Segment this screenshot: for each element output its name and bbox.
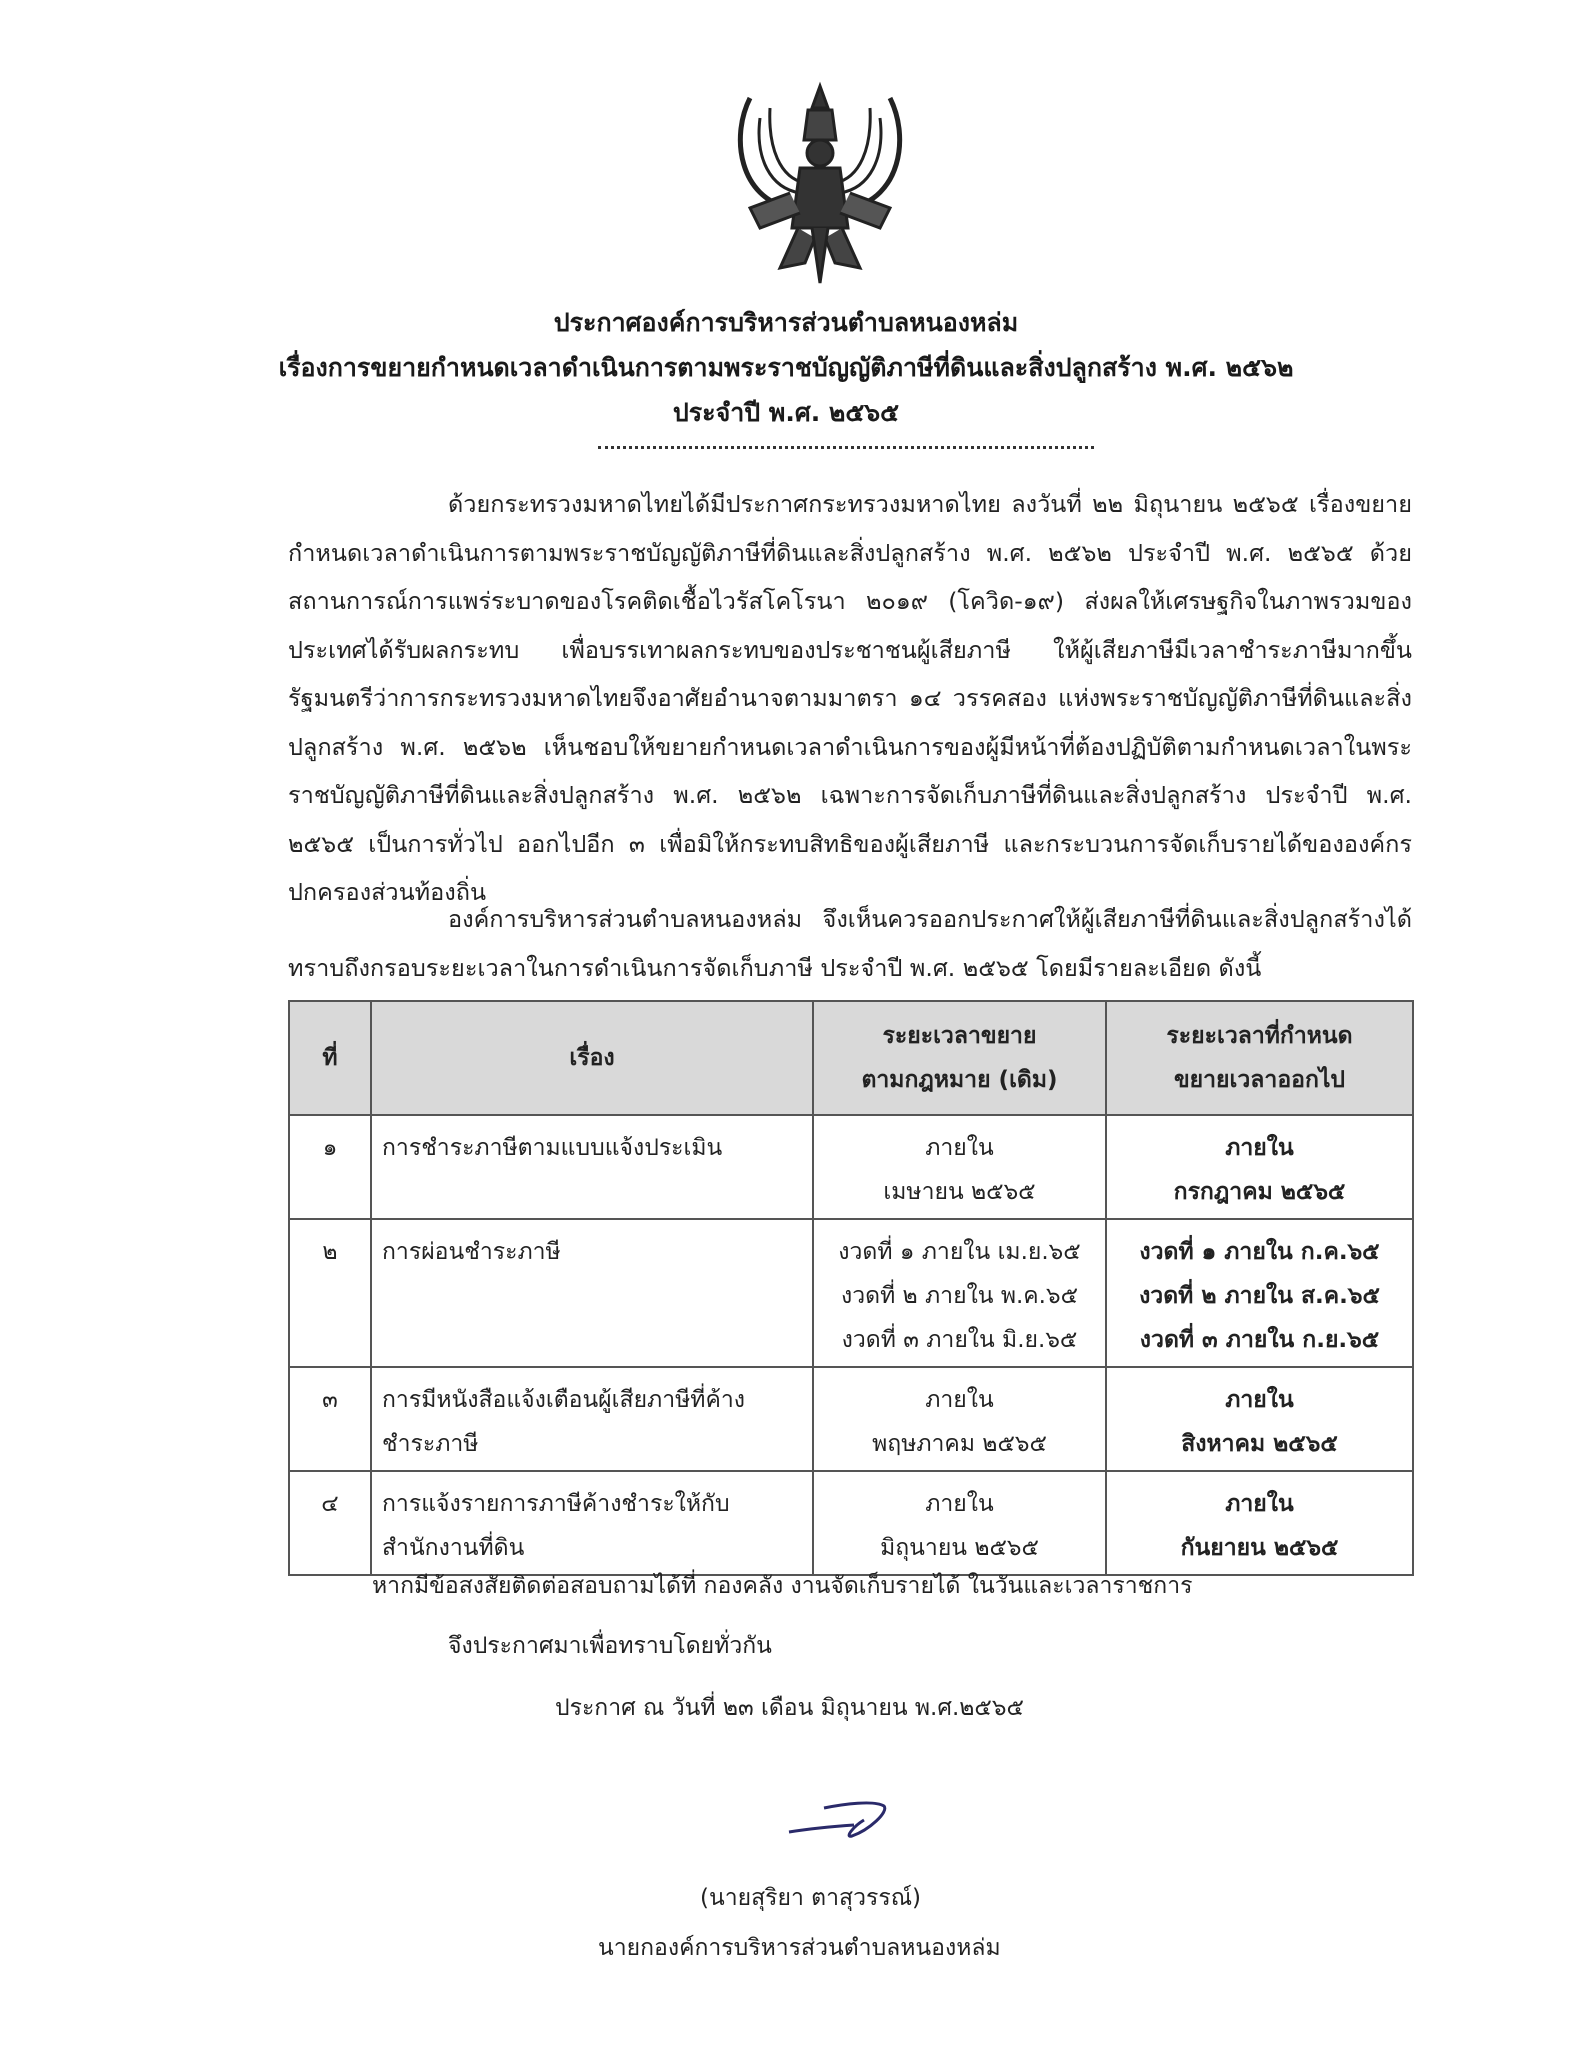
paragraph-1-text: ด้วยกระทรวงมหาดไทยได้มีประกาศกระทรวงมหาดไทย ลงวันที่ ๒๒ มิถุนายน ๒๕๖๕ เรื่องขยายกำหนดเวลาดำเนินการตามพระราชบัญญัติภาษีที่ดินและสิ่งปลูกสร้าง พ.ศ. ๒๕๖๒ ประจำปี พ.ศ. ๒๕๖๕ ด้วยสถานการณ์การแพร่ระบาดของโรคติดเชื้อไวรัสโคโรนา ๒๐๑๙ (โควิด-๑๙) ส่งผลให้เศรษฐกิจในภาพรวมของประเทศได้รับผลกระทบ เพื่อบรรเทาผลกระทบของประชาชนผู้เสียภาษี ให้ผู้เสียภาษีมีเวลาชำระภาษีมากขึ้น รัฐมนตรีว่าการกระทรวงมหาดไทยจึงอาศัยอำนาจตามมาตรา ๑๔ วรรคสอง แห่งพระราชบัญญัติภาษีที่ดินและสิ่งปลูกสร้าง พ.ศ. ๒๕๖๒ เห็นชอบให้ขยายกำหนดเวลาดำเนินการของผู้มีหน้าที่ต้องปฏิบัติตามกำหนดเวลาในพระราชบัญญัติภาษีที่ดินและสิ่งปลูกสร้าง พ.ศ. ๒๕๖๒ เฉพาะการจัดเก็บภาษีที่ดินและสิ่งปลูกสร้าง ประจำปี พ.ศ. ๒๕๖๕ เป็นการทั่วไป ออกไปอีก ๓ เพื่อมิให้กระทบสิทธิของผู้เสียภาษี และกระบวนการจัดเก็บรายได้ขององค์กรปกครองส่วนท้องถิ่น [288, 490, 1412, 906]
row-subject: การมีหนังสือแจ้งเตือนผู้เสียภาษีที่ค้าง ชำระภาษี [371, 1367, 813, 1471]
row-original: ภายใน เมษายน ๒๕๖๕ [813, 1115, 1106, 1219]
body-paragraph-2 [288, 895, 1412, 992]
table-row [289, 1115, 1413, 1219]
row-extended: ภายใน กรกฎาคม ๒๕๖๕ [1106, 1115, 1413, 1219]
row-no: ๔ [289, 1471, 371, 1575]
table-row [289, 1471, 1413, 1575]
signature-icon [784, 1790, 904, 1850]
row-subject: การแจ้งรายการภาษีค้างชำระให้กับ สำนักงานที่ดิน [371, 1471, 813, 1575]
row-original: ภายใน พฤษภาคม ๒๕๖๕ [813, 1367, 1106, 1471]
garuda-emblem-icon [720, 78, 920, 293]
announcement-year: ประจำปี พ.ศ. ๒๕๖๕ [672, 398, 900, 427]
announcement-title: ประกาศองค์การบริหารส่วนตำบลหนองหล่ม [553, 308, 1019, 337]
paragraph-2-text: องค์การบริหารส่วนตำบลหนองหล่ม จึงเห็นควรออกประกาศให้ผู้เสียภาษีที่ดินและสิ่งปลูกสร้างได้ทราบถึงกรอบระยะเวลาในการดำเนินการจัดเก็บภาษี ประจำปี พ.ศ. ๒๕๖๕ โดยมีรายละเอียด ดังนี้ [288, 905, 1412, 982]
announce-text: จึงประกาศมาเพื่อทราบโดยทั่วกัน [448, 1633, 772, 1659]
row-original: ภายใน มิถุนายน ๒๕๖๕ [813, 1471, 1106, 1575]
row-no: ๒ [289, 1219, 371, 1367]
header-extended-period: ระยะเวลาที่กำหนด ขยายเวลาออกไป [1106, 1001, 1413, 1115]
signer-name: (นายสุริยา ตาสุวรรณ์) [700, 1885, 922, 1911]
dotted-divider [598, 446, 1094, 449]
body-paragraph-1 [288, 480, 1412, 917]
row-no: ๑ [289, 1115, 371, 1219]
schedule-table [288, 1000, 1414, 1576]
row-extended: ภายใน กันยายน ๒๕๖๕ [1106, 1471, 1413, 1575]
row-extended: งวดที่ ๑ ภายใน ก.ค.๖๕ งวดที่ ๒ ภายใน ส.ค.๖๕ งวดที่ ๓ ภายใน ก.ย.๖๕ [1106, 1219, 1413, 1367]
header-no: ที่ [289, 1001, 371, 1115]
row-original: งวดที่ ๑ ภายใน เม.ย.๖๕ งวดที่ ๒ ภายใน พ.ค.๖๕ งวดที่ ๓ ภายใน มิ.ย.๖๕ [813, 1219, 1106, 1367]
row-no: ๓ [289, 1367, 371, 1471]
table-header-row [289, 1001, 1413, 1115]
contact-text: หากมีข้อสงสัยติดต่อสอบถามได้ที่ กองคลัง งานจัดเก็บรายได้ ในวันและเวลาราชการ [372, 1573, 1193, 1599]
table-row [289, 1367, 1413, 1471]
announcement-subject: เรื่องการขยายกำหนดเวลาดำเนินการตามพระราชบัญญัติภาษีที่ดินและสิ่งปลูกสร้าง พ.ศ. ๒๕๖๒ [278, 353, 1294, 382]
table-row [289, 1219, 1413, 1367]
signer-title: นายกองค์การบริหารส่วนตำบลหนองหล่ม [598, 1935, 1001, 1961]
row-extended: ภายใน สิงหาคม ๒๕๖๕ [1106, 1367, 1413, 1471]
row-subject: การชำระภาษีตามแบบแจ้งประเมิน [371, 1115, 813, 1219]
announcement-date: ประกาศ ณ วันที่ ๒๓ เดือน มิถุนายน พ.ศ.๒๕๖๕ [555, 1695, 1024, 1721]
row-subject: การผ่อนชำระภาษี [371, 1219, 813, 1367]
header-original-period: ระยะเวลาขยาย ตามกฎหมาย (เดิม) [813, 1001, 1106, 1115]
header-subject: เรื่อง [371, 1001, 813, 1115]
